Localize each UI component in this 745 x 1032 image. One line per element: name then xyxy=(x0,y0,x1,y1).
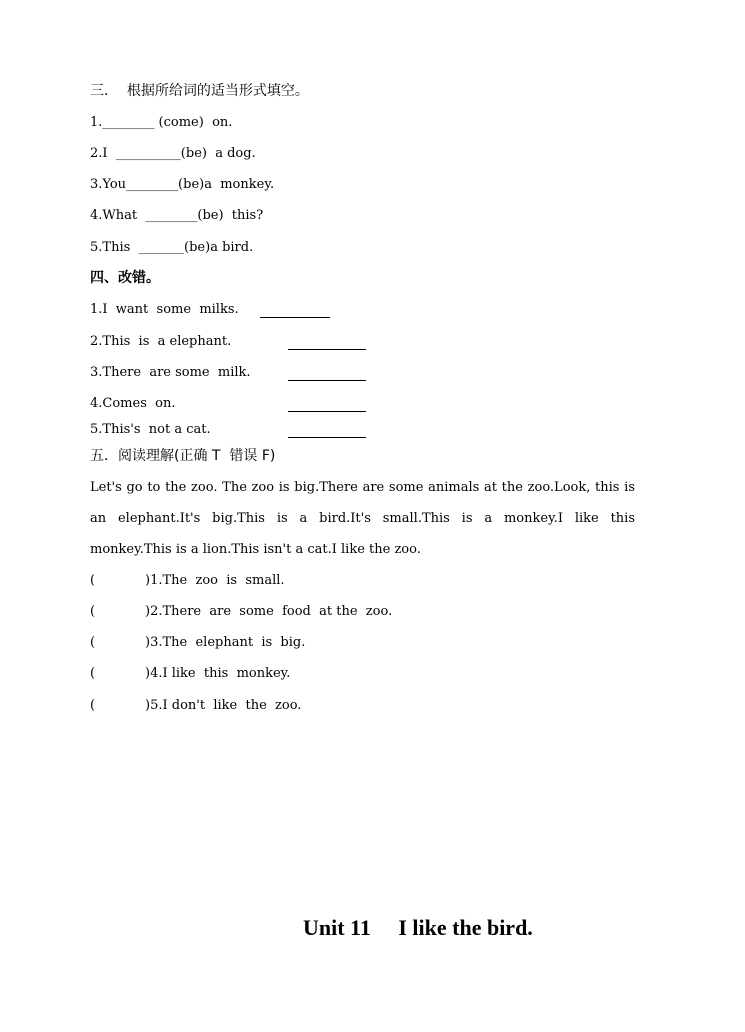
question-5: )5.I don't like the zoo. xyxy=(145,698,302,713)
question-paren-1: ( xyxy=(90,573,96,588)
question-paren-3: ( xyxy=(90,635,96,650)
correction-item-4: 4.Comes on. xyxy=(90,396,176,411)
question-4: )4.I like this monkey. xyxy=(145,666,291,681)
correction-answer-line-4 xyxy=(288,411,366,412)
question-3: )3.The elephant is big. xyxy=(145,635,306,650)
section3-heading: 三． 根据所给词的适当形式填空。 xyxy=(90,83,309,99)
fill-blank-item-1: 1.________ (come) on. xyxy=(90,115,233,130)
fill-blank-item-4: 4.What ________(be) this? xyxy=(90,208,264,223)
question-paren-2: ( xyxy=(90,604,96,619)
correction-item-1: 1.I want some milks. xyxy=(90,302,239,317)
reading-passage: Let's go to the zoo. The zoo is big.There are some animals at the zoo.Look, this is an elephant.It's big.This is a bird.It's small.This is a monkey.I like this monkey.This is a lion.This isn't a cat.I like the zoo. xyxy=(90,480,635,557)
question-paren-4: ( xyxy=(90,666,96,681)
fill-blank-item-5: 5.This _______(be)a bird. xyxy=(90,240,254,255)
correction-answer-line-5 xyxy=(288,437,366,438)
section5-heading: 五．阅读理解(正确 T 错误 F) xyxy=(90,448,276,464)
section4-heading: 四、改错。 xyxy=(90,270,160,286)
correction-answer-line-3 xyxy=(288,380,366,381)
correction-item-2: 2.This is a elephant. xyxy=(90,334,232,349)
question-1: )1.The zoo is small. xyxy=(145,573,285,588)
question-paren-5: ( xyxy=(90,698,96,713)
fill-blank-item-2: 2.I __________(be) a dog. xyxy=(90,146,256,161)
correction-answer-line-1 xyxy=(260,317,330,318)
fill-blank-item-3: 3.You________(be)a monkey. xyxy=(90,177,275,192)
correction-item-5: 5.This's not a cat. xyxy=(90,422,211,437)
correction-answer-line-2 xyxy=(288,349,366,350)
question-2: )2.There are some food at the zoo. xyxy=(145,604,393,619)
unit-title: Unit 11 I like the bird. xyxy=(303,915,533,940)
correction-item-3: 3.There are some milk. xyxy=(90,365,251,380)
